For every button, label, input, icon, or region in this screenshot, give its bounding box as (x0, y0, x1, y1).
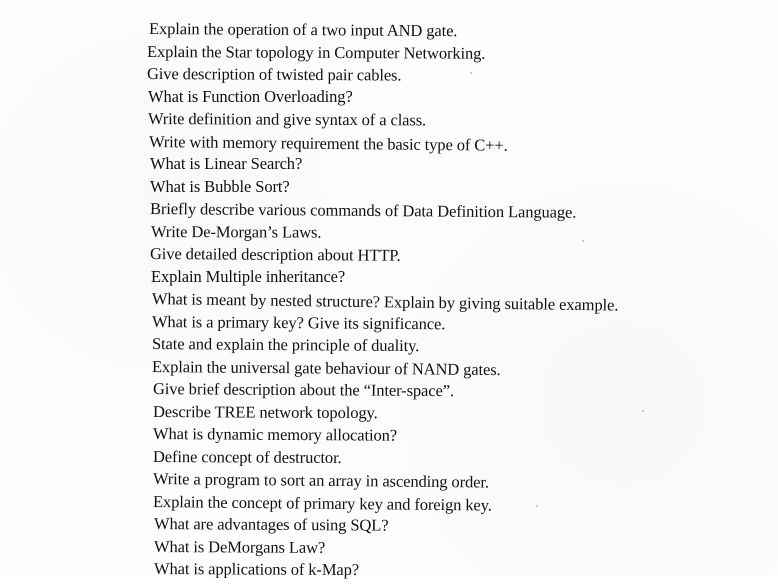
question-list (0, 18, 778, 581)
question-text: State and explain the principle of duality. (151, 334, 420, 356)
question-item (0, 557, 778, 584)
question-text: Write De-Morgan’s Laws. (150, 221, 322, 242)
question-text: What are advantages of using SQL? (153, 514, 389, 535)
question-text: Write with memory requirement the basic type of C++. (148, 131, 508, 155)
question-text: What is DeMorgans Law? (153, 536, 326, 557)
scan-speck (598, 312, 600, 314)
question-item (0, 86, 778, 109)
question-text: Give brief description about the “Inter-space”. (152, 379, 455, 401)
scan-speck (470, 72, 472, 74)
question-text: Write definition and give syntax of a class. (147, 108, 427, 130)
question-text: Give detailed description about HTTP. (149, 244, 401, 265)
question-text: Write a program to sort an array in ascending order. (152, 469, 490, 492)
question-text: What is applications of k-Map? (153, 559, 360, 580)
question-text: What is Linear Search? (150, 154, 303, 173)
question-item (0, 176, 778, 199)
scan-speck (642, 410, 644, 412)
question-text: Explain the Star topology in Computer Networking. (146, 41, 486, 63)
scan-speck (536, 505, 538, 507)
scan-speck (582, 240, 584, 242)
question-item (0, 266, 778, 289)
question-text: Explain Multiple inheritance? (151, 266, 346, 286)
question-text: Explain the operation of a two input AND gate. (148, 18, 458, 41)
question-text: Give description of twisted pair cables. (146, 63, 402, 85)
question-text: What is a primary key? Give its significance. (151, 311, 446, 333)
question-text: What is Bubble Sort? (150, 176, 290, 196)
question-text: Briefly describe various commands of Data Definition Language. (149, 199, 577, 222)
question-item (0, 153, 778, 176)
question-text: What is dynamic memory allocation? (152, 424, 398, 445)
question-text: Explain the concept of primary key and foreign key. (152, 491, 492, 515)
question-text: What is Function Overloading? (148, 86, 353, 106)
question-text: Define concept of destructor. (152, 446, 342, 467)
question-text: Describe TREE network topology. (152, 401, 378, 422)
question-text: Explain the universal gate behaviour of NAND gates. (151, 356, 501, 379)
question-item (0, 220, 778, 245)
question-text: What is meant by nested structure? Explain by giving suitable example. (151, 289, 619, 315)
